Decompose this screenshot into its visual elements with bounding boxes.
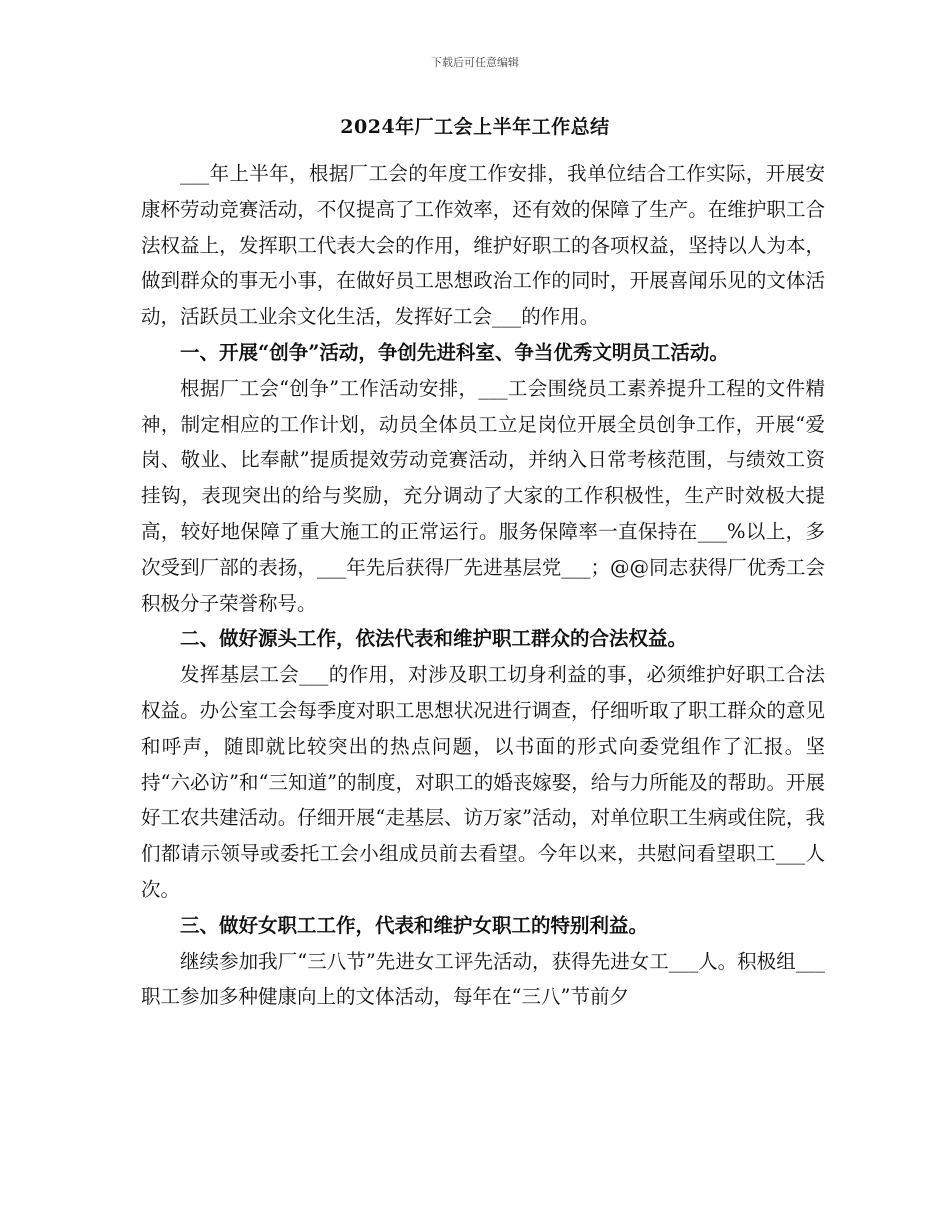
document-body	[141, 156, 825, 1015]
section-heading-2: 二、做好源头工作，依法代表和维护职工群众的合法权益。	[180, 627, 688, 651]
section-paragraph-2: 发挥基层工会___的作用，对涉及职工切身利益的事，必须维护好职工合法权益。办公室工会每季度对职工思想状况进行调查，仔细听取了职工群众的意见和呼声，随即就比较突出的热点问题，以书面的形式向委党组作了汇报。坚持“六必访”和“三知道”的制度，对职工的婚丧嫁娶，给与力所能及的帮助。开展好工农共建活动。仔细开展“走基层、访万家”活动，对单位职工生病或住院，我们都请示领导或委托工会小组成员前去看望。今年以来，共慰问看望职工___人次。	[141, 663, 825, 901]
section-paragraph-1: 根据厂工会“创争”工作活动安排，___工会围绕员工素养提升工程的文件精神，制定相应的工作计划，动员全体员工立足岗位开展全员创争工作，开展“爱岗、敬业、比奉献”提质提效劳动竞赛活动，并纳入日常考核范围，与绩效工资挂钩，表现突出的给与奖励，充分调动了大家的工作积极性，生产时效极大提高，较好地保障了重大施工的正常运行。服务保障率一直保持在___%以上，多次受到厂部的表扬，___年先后获得厂先进基层党___；@@同志获得厂优秀工会积极分子荣誉称号。	[141, 376, 825, 615]
section-paragraph-3: 继续参加我厂“三八节”先进女工评先活动，获得先进女工___人。积极组___职工参加多种健康向上的文体活动，每年在“三八”节前夕	[141, 949, 825, 1009]
document-title: 2024年厂工会上半年工作总结	[340, 116, 610, 138]
section-heading-1: 一、开展“创争”活动，争创先进科室、争当优秀文明员工活动。	[180, 340, 729, 364]
header-note: 下载后可任意编辑	[431, 56, 519, 69]
section-heading-3: 三、做好女职工工作，代表和维护女职工的特别利益。	[180, 913, 649, 937]
intro-paragraph: ___年上半年，根据厂工会的年度工作安排，我单位结合工作实际，开展安康杯劳动竞赛活动，不仅提高了工作效率，还有效的保障了生产。在维护职工合法权益上，发挥职工代表大会的作用，维护好职工的各项权益，坚持以人为本，做到群众的事无小事，在做好员工思想政治工作的同时，开展喜闻乐见的文体活动，活跃员工业余文化生活，发挥好工会___的作用。	[141, 162, 825, 329]
